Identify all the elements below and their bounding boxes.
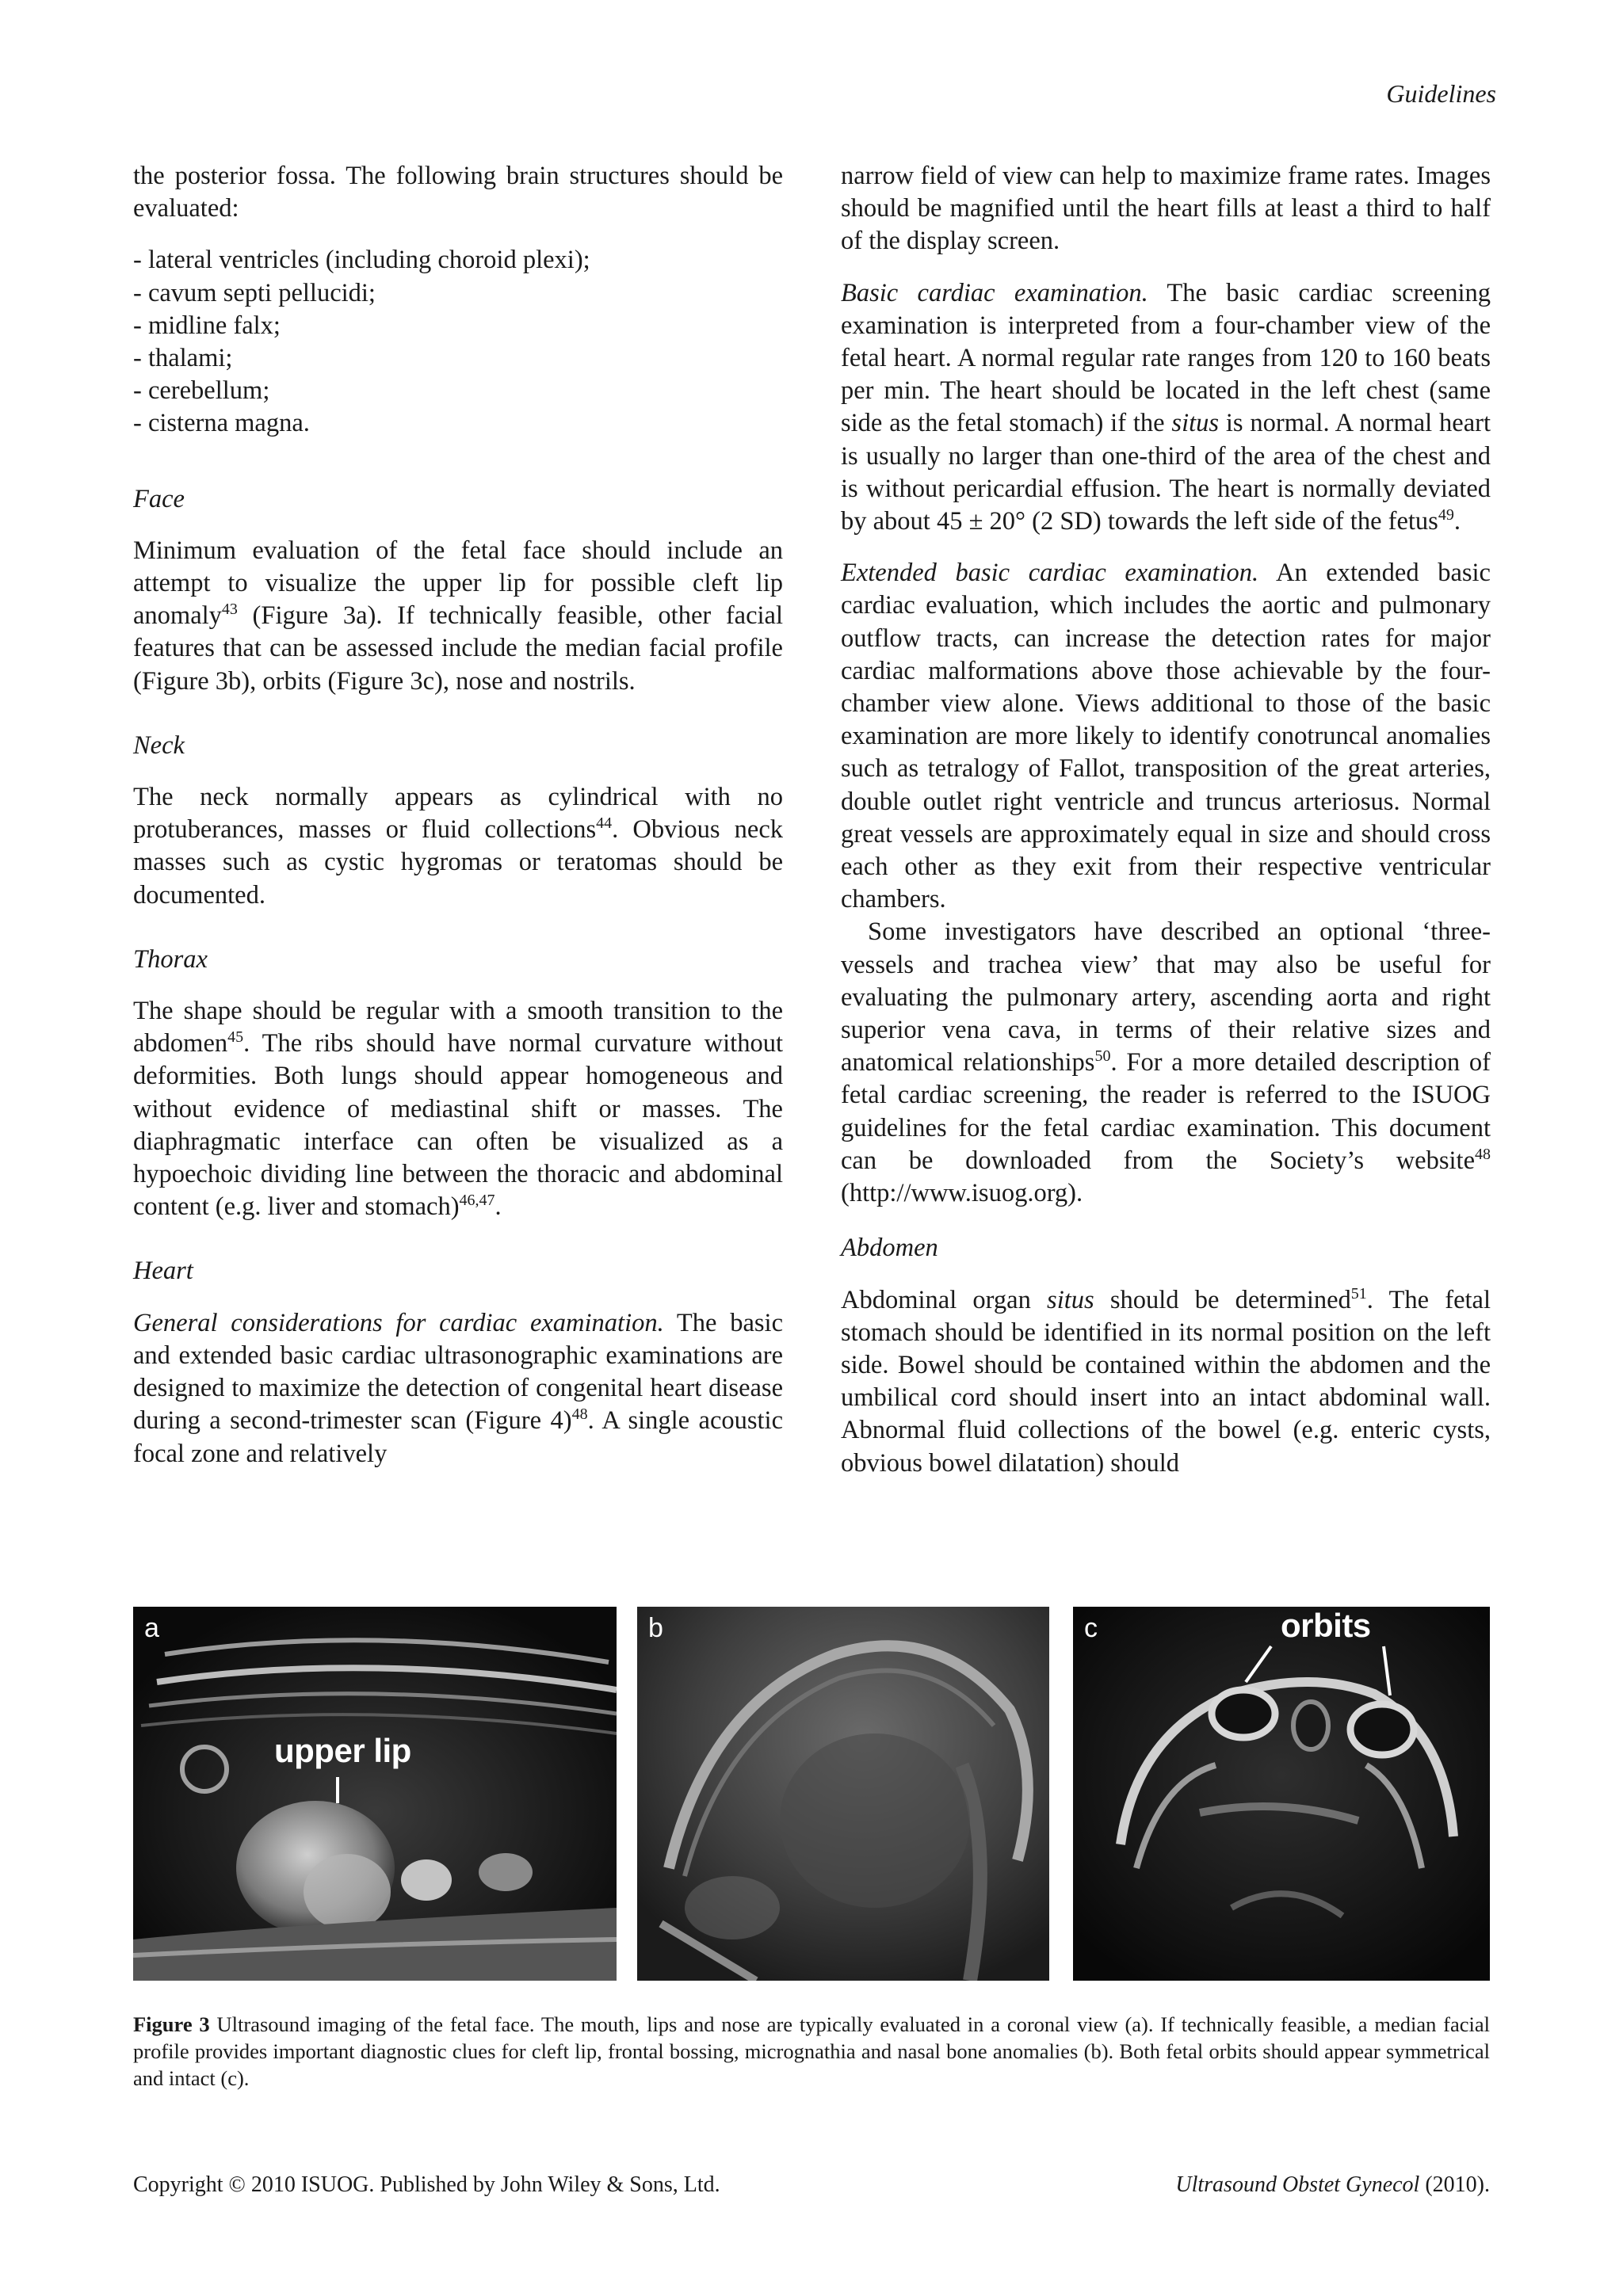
label-upper-lip: upper lip	[274, 1732, 411, 1769]
citation-ref: 46,47	[459, 1192, 495, 1210]
text-run: Minimum evaluation of the fetal face should include an attempt to visualize the upper lip for possible cleft lip anomaly	[133, 536, 783, 631]
section-heading-face: Face	[133, 484, 185, 513]
panel-letter-a: a	[144, 1613, 159, 1643]
list-item: - thalami;	[133, 342, 783, 375]
citation-ref: 48	[571, 1405, 588, 1424]
figure-3	[133, 1607, 1490, 1981]
section-heading-neck: Neck	[133, 730, 185, 760]
ultrasound-panel-b	[637, 1607, 1049, 1981]
ultrasound-panel-c	[1073, 1607, 1490, 1981]
citation-ref: 51	[1350, 1284, 1367, 1302]
citation-ref: 50	[1094, 1047, 1111, 1066]
section-heading-thorax: Thorax	[133, 944, 208, 974]
copyright-notice: Copyright © 2010 ISUOG. Published by John Wiley & Sons, Ltd.	[133, 2172, 720, 2197]
ultrasound-panel-a	[133, 1607, 617, 1981]
text-run: (Figure 3a). If technically feasible, other facial features that can be assessed include the median facial profile (Figure 3b), orbits (Figure 3c), nose and nostrils.	[133, 601, 783, 696]
journal-citation	[1175, 2172, 1490, 2198]
text-run: Some investigators have described an optional ‘three-vessels and trachea view’ that may also be useful for evaluating the pulmonary artery, ascending aorta and right superior vena cava, in terms of their relative sizes and anatomical relationships	[841, 917, 1491, 1077]
text-run: Abdominal organ	[841, 1285, 1048, 1314]
list-item: - cisterna magna.	[133, 407, 783, 440]
paragraph-frame-rates: narrow field of view can help to maximize frame rates. Images should be magnified until the heart fills at least a third to half of the display screen.	[841, 162, 1491, 256]
brain-structures-list	[133, 244, 783, 440]
list-item: - cerebellum;	[133, 375, 783, 407]
text-run: . The fetal stomach should be identified in its normal position on the left side. Bowel should be contained within the abdomen and the umbilical cord should insert into an intact abdominal wall. Abnormal fluid collections of the bowel (e.g. enteric cysts, obvious bowel dilatation) should	[841, 1285, 1491, 1478]
text-run: . The ribs should have normal curvature without deformities. Both lungs should appear homogeneous and without evidence of mediastinal shift or masses. The diaphragmatic interface can often be visualized as a hypoechoic dividing line between the thoracic and abdominal content (e.g. liver and stomach)	[133, 1029, 783, 1222]
text-run: . For a more detailed description of fetal cardiac screening, the reader is referred to the ISUOG guidelines for the fetal cardiac examination. This document can be downloaded from the Society’s website	[841, 1048, 1491, 1175]
figure-caption	[133, 2011, 1490, 2092]
paragraph-abdomen	[841, 1284, 1491, 1480]
list-item: - lateral ventricles (including choroid plexi);	[133, 244, 783, 277]
paragraph-thorax	[133, 995, 783, 1223]
journal-name: Ultrasound Obstet Gynecol	[1175, 2172, 1420, 2197]
citation-ref: 45	[227, 1028, 244, 1047]
text-run: (http://www.isuog.org).	[841, 1179, 1083, 1208]
running-head: Guidelines	[1386, 79, 1496, 108]
caption-text: Ultrasound imaging of the fetal face. The mouth, lips and nose are typically evaluated in a coronal view (a). If technically feasible, a median facial profile provides important diagnostic clues for cleft lip, frontal bossing, micrognathia and nasal bone anomalies (b). Both fetal orbits should appear symmetrical and intact (c).	[133, 2012, 1490, 2090]
ultrasound-image-a	[133, 1607, 617, 1981]
paragraph-extended-cardiac	[841, 557, 1491, 916]
text-run: .	[495, 1192, 502, 1222]
paragraph-neck	[133, 781, 783, 912]
run-in-heading: Basic cardiac examination.	[841, 278, 1148, 307]
citation-ref: 49	[1438, 506, 1454, 524]
text-run: The basic cardiac screening examination is interpreted from a four-chamber view of the fetal heart. A normal regular rate ranges from 120 to 160 beats per min. The heart should be located in the left chest (same side as the fetal stomach) if the	[841, 278, 1491, 438]
panel-letter-c: c	[1084, 1613, 1098, 1643]
figure-label: Figure 3	[133, 2012, 210, 2036]
text-run: An extended basic cardiac evaluation, which includes the aortic and pulmonary outflow tracts, can increase the detection rates for major cardiac malformations above those achievable by the four-chamber view alone. Views additional to those of the basic examination are more likely to identify conotruncal anomalies such as tetralogy of Fallot, transposition of the great arteries, double outlet right ventricle and truncus arteriosus. Normal great vessels are approximately equal in size and should cross each other as they exit from their respective ventricular chambers.	[841, 559, 1491, 914]
citation-ref: 44	[596, 814, 613, 833]
citation-ref: 48	[1475, 1146, 1491, 1164]
run-in-heading: General considerations for cardiac examination.	[133, 1308, 664, 1337]
text-run-italic: situs	[1171, 409, 1220, 438]
run-in-heading: Extended basic cardiac examination.	[841, 559, 1259, 588]
text-run: is normal. A normal heart is usually no larger than one-third of the area of the chest and is without pericardial effusion. The heart is normally deviated by about 45 ± 20° (2 SD) towards the left side of the fetus	[841, 409, 1491, 536]
text-run: . Obvious neck masses such as cystic hygromas or teratomas should be documented.	[133, 815, 783, 910]
paragraph-brain-intro: the posterior fossa. The following brain structures should be evaluated:	[133, 162, 783, 223]
left-column	[133, 160, 783, 1489]
text-run: The shape should be regular with a smooth transition to the abdomen	[133, 997, 783, 1058]
text-run: . A single acoustic focal zone and relatively	[133, 1406, 784, 1468]
section-heading-abdomen: Abdomen	[841, 1234, 938, 1263]
paragraph-basic-cardiac	[841, 277, 1491, 539]
paragraph-three-vessels	[841, 916, 1491, 1210]
ultrasound-image-c	[1073, 1607, 1490, 1981]
right-column	[841, 160, 1491, 1499]
text-run: The basic and extended basic cardiac ultrasonographic examinations are designed to maximize the detection of congenital heart disease during a second-trimester scan (Figure 4)	[133, 1308, 784, 1436]
journal-year: (2010).	[1419, 2172, 1490, 2197]
text-run-italic: situs	[1047, 1285, 1094, 1314]
paragraph-heart-general	[133, 1307, 783, 1470]
text-run: The neck normally appears as cylindrical with no protuberances, masses or fluid collections	[133, 783, 783, 845]
list-item: - midline falx;	[133, 310, 783, 342]
panel-letter-b: b	[648, 1613, 663, 1643]
list-item: - cavum septi pellucidi;	[133, 277, 783, 310]
paragraph-face	[133, 535, 783, 698]
section-heading-heart: Heart	[133, 1257, 193, 1286]
text-run: should be determined	[1094, 1285, 1351, 1314]
citation-ref: 43	[221, 601, 238, 619]
text-run: .	[1453, 507, 1461, 536]
label-orbits: orbits	[1281, 1607, 1371, 1644]
ultrasound-image-b	[637, 1607, 1049, 1981]
